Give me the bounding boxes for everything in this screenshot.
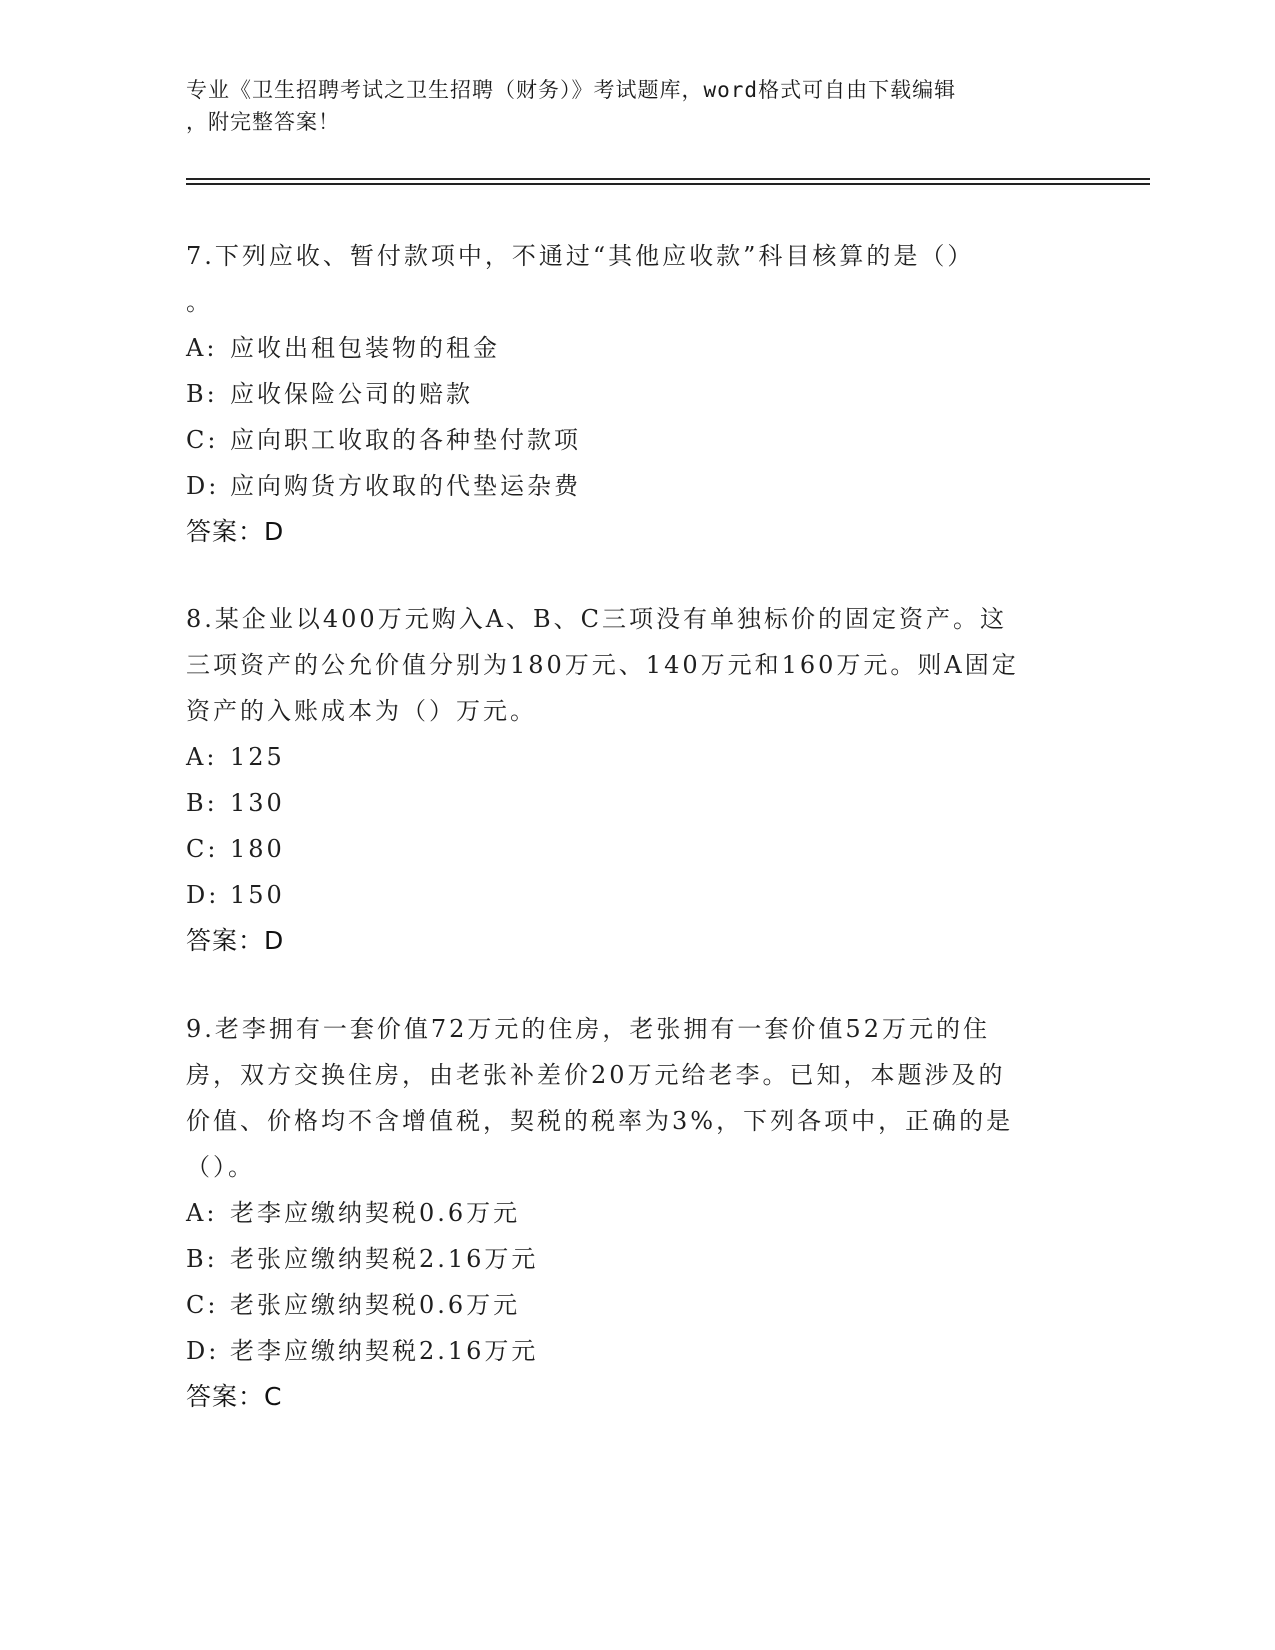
option-c [186,417,1086,463]
option-text: 180 [230,835,285,863]
question-stem-line: （）。 [186,1153,255,1181]
answer-line: 答案：D [186,517,285,546]
option-b [186,780,1086,826]
header-divider-bottom [186,183,1150,185]
option-letter: C: [186,1291,219,1319]
answer-line: 答案：D [186,926,285,955]
option-text: 130 [230,789,285,817]
option-c [186,826,1086,872]
option-text: 老张应缴纳契税0.6万元 [230,1291,521,1319]
option-text: 应向购货方收取的代垫运杂费 [230,472,581,500]
option-a [186,734,1086,780]
option-a [186,325,1086,371]
header-line-2: ，附完整答案！ [186,110,340,134]
question-stem [186,233,1086,325]
option-a [186,1190,1086,1236]
question-stem-line: 7.下列应收、暂付款项中，不通过“其他应收款”科目核算的是（） [186,242,975,270]
option-d [186,463,1086,509]
document-header [186,74,1066,138]
option-letter: A: [186,334,218,362]
option-letter: D: [186,1337,220,1365]
question-9 [186,1006,1086,1420]
question-stem [186,1006,1086,1190]
question-stem-line: 8.某企业以400万元购入A、B、C三项没有单独标价的固定资产。这 [186,605,1008,633]
question-stem [186,596,1086,734]
option-b [186,1236,1086,1282]
option-d [186,872,1086,918]
option-text: 老李应缴纳契税2.16万元 [230,1337,539,1365]
header-divider-top [186,178,1150,180]
option-text: 150 [230,881,285,909]
option-letter: B: [186,789,218,817]
option-text: 应收出租包装物的租金 [230,334,500,362]
question-8 [186,596,1086,964]
question-stem-line: 资产的入账成本为（）万元。 [186,697,537,725]
question-stem-line: 三项资产的公允价值分别为180万元、140万元和160万元。则A固定 [186,651,1019,679]
option-letter: C: [186,835,219,863]
option-letter: A: [186,1199,218,1227]
option-text: 老李应缴纳契税0.6万元 [230,1199,521,1227]
option-letter: B: [186,1245,218,1273]
option-letter: D: [186,881,220,909]
question-7 [186,233,1086,555]
question-stem-line: 9.老李拥有一套价值72万元的住房，老张拥有一套价值52万元的住 [186,1015,990,1043]
question-stem-line: 房，双方交换住房，由老张补差价20万元给老李。已知，本题涉及的 [186,1061,1006,1089]
option-b [186,371,1086,417]
option-text: 应收保险公司的赔款 [230,380,473,408]
option-text: 125 [230,743,285,771]
option-letter: C: [186,426,219,454]
option-letter: D: [186,472,220,500]
option-c [186,1282,1086,1328]
header-line-1: 专业《卫生招聘考试之卫生招聘（财务）》考试题库，word格式可自由下载编辑 [186,78,957,102]
answer-line: 答案：C [186,1382,283,1411]
option-text: 老张应缴纳契税2.16万元 [230,1245,539,1273]
question-stem-line: 。 [186,288,213,316]
option-text: 应向职工收取的各种垫付款项 [230,426,581,454]
option-letter: A: [186,743,218,771]
option-letter: B: [186,380,218,408]
option-d [186,1328,1086,1374]
question-stem-line: 价值、价格均不含增值税，契税的税率为3%，下列各项中，正确的是 [186,1107,1014,1135]
